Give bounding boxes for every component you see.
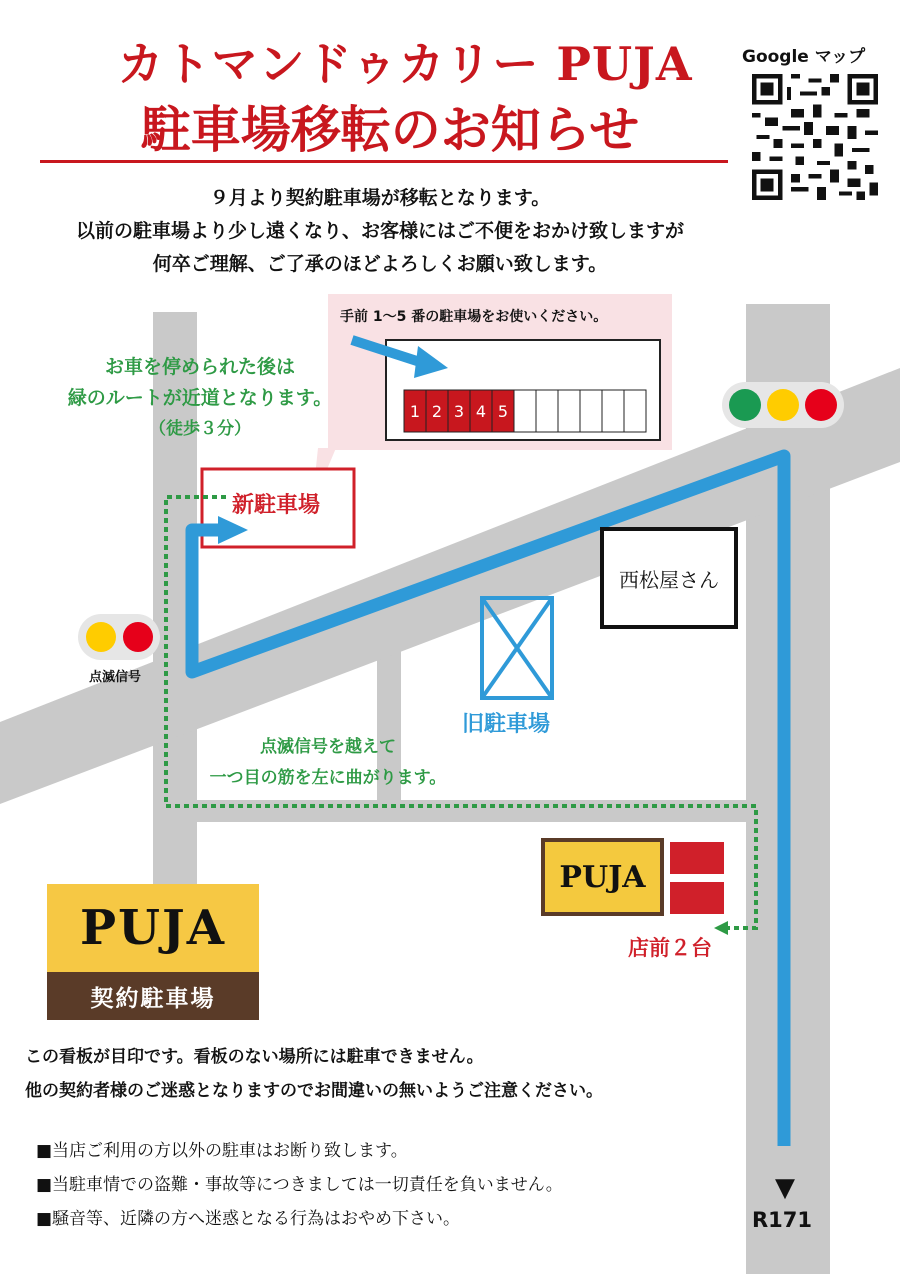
signal-yellow-icon: [767, 389, 799, 421]
sign-subtitle: 契約駐車場: [47, 972, 259, 1020]
contract-parking-sign: [47, 884, 259, 1020]
new-lot-label: 新駐車場: [232, 493, 321, 518]
sign-note-line: この看板が目印です。看板のない場所には駐車できません。: [25, 1047, 484, 1067]
walk-route-arrow-head: [714, 921, 728, 935]
nishimatsuya-building: [600, 527, 738, 629]
parking-space: [558, 390, 580, 432]
flash-yellow-icon: [86, 622, 116, 652]
old-lot-crossed-icon: [482, 598, 552, 698]
lot-number: 1: [409, 401, 421, 421]
parking-space: [514, 390, 536, 432]
sign-brand: PUJA: [47, 884, 259, 972]
walk-note: [0, 352, 400, 445]
walk-note-line: 緑のルートが近道となります。: [67, 387, 333, 409]
road-horizontal: [164, 800, 760, 822]
lot-number: 3: [453, 401, 465, 421]
road-label: R171: [752, 1208, 813, 1232]
lot-numbers: [404, 390, 514, 432]
parking-space: [580, 390, 602, 432]
down-arrow-icon: ▼: [775, 1173, 795, 1203]
walk-note-line: （徒歩３分）: [149, 419, 251, 439]
title-divider: [40, 160, 728, 163]
store-parking-space: [670, 882, 724, 914]
turn-note: [168, 732, 488, 794]
turn-note-line: 点滅信号を越えて: [260, 737, 396, 757]
title-line-2: 駐車場移転のお知らせ: [140, 101, 640, 159]
parking-space: [536, 390, 558, 432]
title-line-1: カトマンドゥカリー PUJA: [117, 37, 693, 91]
rule-item: ■当店ご利用の方以外の駐車はお断り致します。: [36, 1141, 408, 1161]
callout-text: 手前 1〜5 番の駐車場をお使いください。: [340, 309, 608, 325]
parking-space: [624, 390, 646, 432]
qr-code-icon[interactable]: [752, 74, 878, 200]
rules-list: [36, 1134, 736, 1236]
turn-note-line: 一つ目の筋を左に曲がります。: [209, 768, 447, 788]
walk-note-line: お車を停められた後は: [104, 356, 295, 378]
flash-red-icon: [123, 622, 153, 652]
sign-note: [25, 1040, 745, 1108]
store-parking-space: [670, 842, 724, 874]
old-lot-label: 旧駐車場: [462, 712, 551, 737]
sign-note-line: 他の契約者様のご迷惑となりますのでお間違いの無いようご注意ください。: [25, 1081, 603, 1101]
store-front-label: 店前２台: [628, 936, 712, 960]
signal-red-icon: [805, 389, 837, 421]
intro-line: ９月より契約駐車場が移転となります。: [209, 187, 551, 209]
lot-number: 2: [431, 401, 443, 421]
intro-text: [0, 182, 760, 281]
qr-label: Google マップ: [742, 47, 866, 67]
rule-item: ■騒音等、近隣の方へ迷惑となる行為はおやめ下さい。: [36, 1209, 461, 1229]
lot-number: 5: [497, 401, 509, 421]
signal-green-icon: [729, 389, 761, 421]
nishimatsuya-label: 西松屋さん: [619, 567, 719, 592]
intro-line: 何卒ご理解、ご了承のほどよろしくお願い致します。: [152, 253, 608, 275]
flashing-signal-label: 点滅信号: [88, 670, 141, 685]
intro-line: 以前の駐車場より少し遠くなり、お客様にはご不便をおかけ致しますが: [75, 220, 684, 242]
rule-item: ■当駐車情での盗難・事故等につきましては一切責任を負いません。: [36, 1175, 563, 1195]
store-sign: PUJA: [541, 838, 664, 916]
parking-space: [602, 390, 624, 432]
lot-number: 4: [475, 401, 487, 421]
